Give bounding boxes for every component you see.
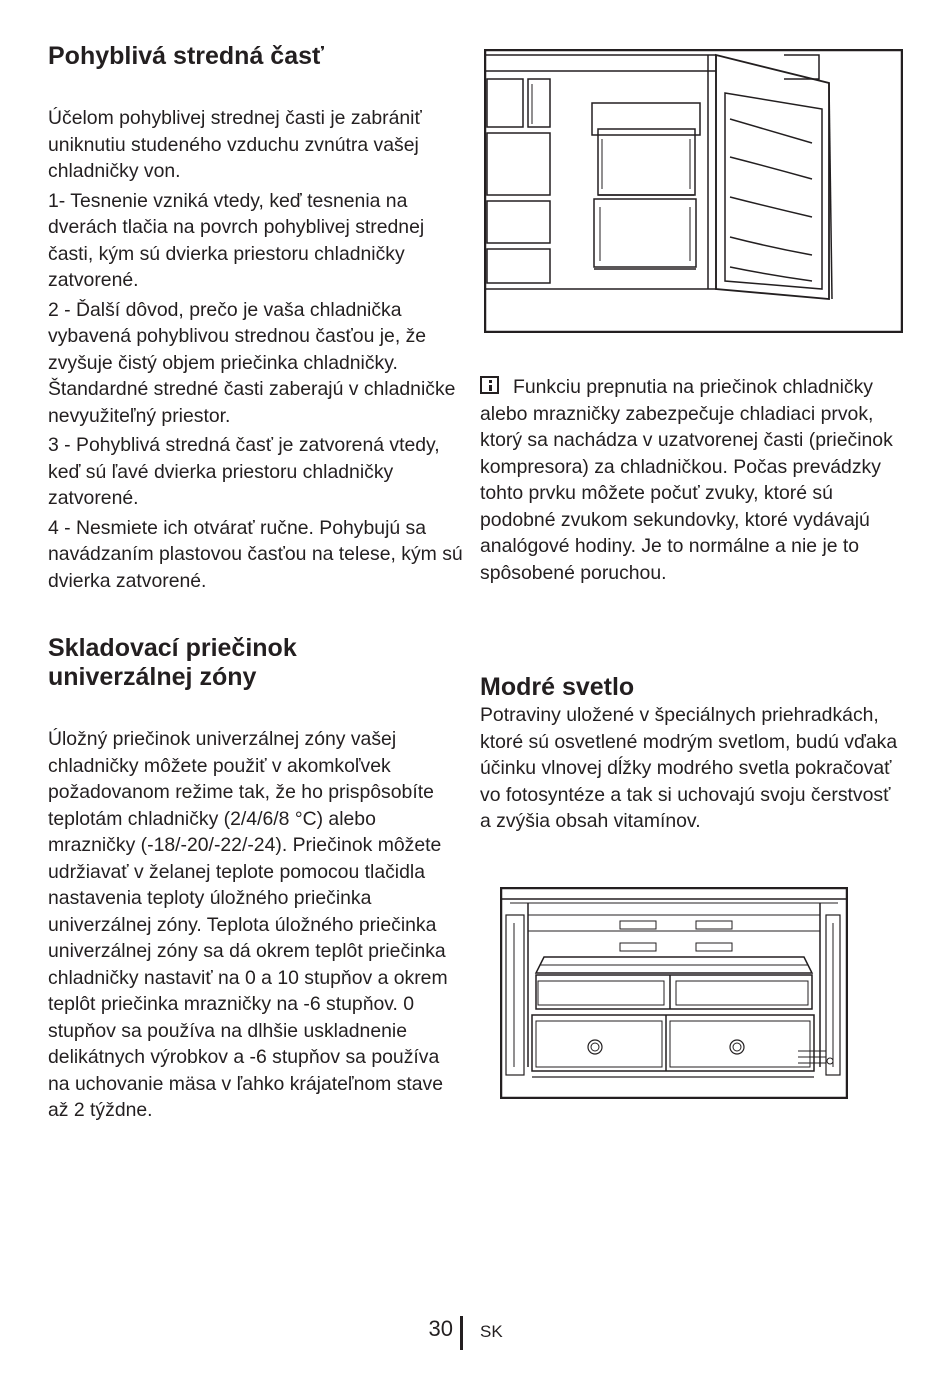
blue-light-drawers-illustration [500, 887, 848, 1099]
blue-light-heading: Modré svetlo [480, 673, 635, 701]
left-column [48, 40, 463, 1124]
page-footer [0, 1315, 950, 1351]
info-note-body: Funkciu prepnutia na priečinok chladničky alebo mrazničky zabezpečuje chladiaci prvok, ktorý sa nachádza v uzatvorenej časti (priečinok kompresora) za chladničkou. Počas prevádzky tohto prvku môžete počuť zvuky, ktoré sú podobné zvukom sekundovky, ktoré vydávajú analógové hodiny. Je to normálne a nie je to spôsobené poruchou. [480, 376, 893, 584]
movable-point-2: 2 - Ďalší dôvod, prečo je vaša chladnička vybavená pohyblivou strednou časťou je, že zvyšuje čistý objem priečinka chladničky. Štandardné stredné časti zaberajú v chladničke nevyužiteľný priestor. [48, 298, 456, 427]
universal-zone-heading-line2: univerzálnej zóny [48, 663, 257, 691]
universal-zone-paragraph: Úložný priečinok univerzálnej zóny vašej chladničky môžete použiť v akomkoľvek požadovanom režime tak, že ho prispôsobíte teplotám chladničky (2/4/6/8 °C) alebo mrazničky (-18/-20/-22/-24). Priečinok môžete udržiavať v želanej teplote pomocou tlačidla nastavenia teploty úložného priečinka univerzálnej zóny. Teplota úložného priečinka univerzálnej zóny sa dá okrem teplôt priečinka chladničky nastaviť na 0 a 10 stupňov a okrem teplôt priečinka mrazničky na -6 stupňov. 0 stupňov sa používa na dlhšie uskladnenie delikátnych výrobkov a -6 stupňov sa používa na uchovanie mäsa v ľahko krájateľnom stave až 2 týždne. [48, 728, 448, 1121]
language-code: SK [480, 1322, 503, 1341]
fridge-open-door-illustration [484, 49, 903, 333]
page-number: 30 [428, 1316, 453, 1341]
movable-intro-paragraph: Účelom pohyblivej strednej časti je zabrániť uniknutiu studeného vzduchu zvnútra vašej chladničky von. [48, 107, 422, 182]
footer-divider [460, 1316, 463, 1350]
movable-point-1: 1- Tesnenie vzniká vtedy, keď tesnenia na dverách tlačia na povrch pohyblivej strednej časti, kým sú dvierka priestoru chladničky zatvorené. [48, 189, 425, 291]
movable-point-4: 4 - Nesmiete ich otvárať ručne. Pohybujú sa navádzaním plastovou časťou na telese, kým sú dvierka zatvorené. [48, 516, 463, 592]
blue-light-paragraph: Potraviny uložené v špeciálnych priehradkách, ktoré sú osvetlené modrým svetlom, budú vďaka účinku vlnovej dĺžky modrého svetla pokračovať vo fotosyntéze a tak si uchovajú svoju čerstvosť a zvýšia obsah vitamínov. [480, 704, 898, 832]
movable-point-3: 3 - Pohyblivá stredná časť je zatvorená vtedy, keď sú ľavé dvierka priestoru chladničky zatvorené. [48, 434, 440, 509]
universal-zone-heading-line1: Skladovací priečinok [48, 634, 297, 662]
universal-zone-heading [48, 634, 463, 692]
info-note-text [480, 374, 900, 586]
movable-middle-heading: Pohyblivá stredná časť [48, 42, 324, 70]
info-note [480, 374, 900, 586]
info-icon [480, 376, 499, 394]
